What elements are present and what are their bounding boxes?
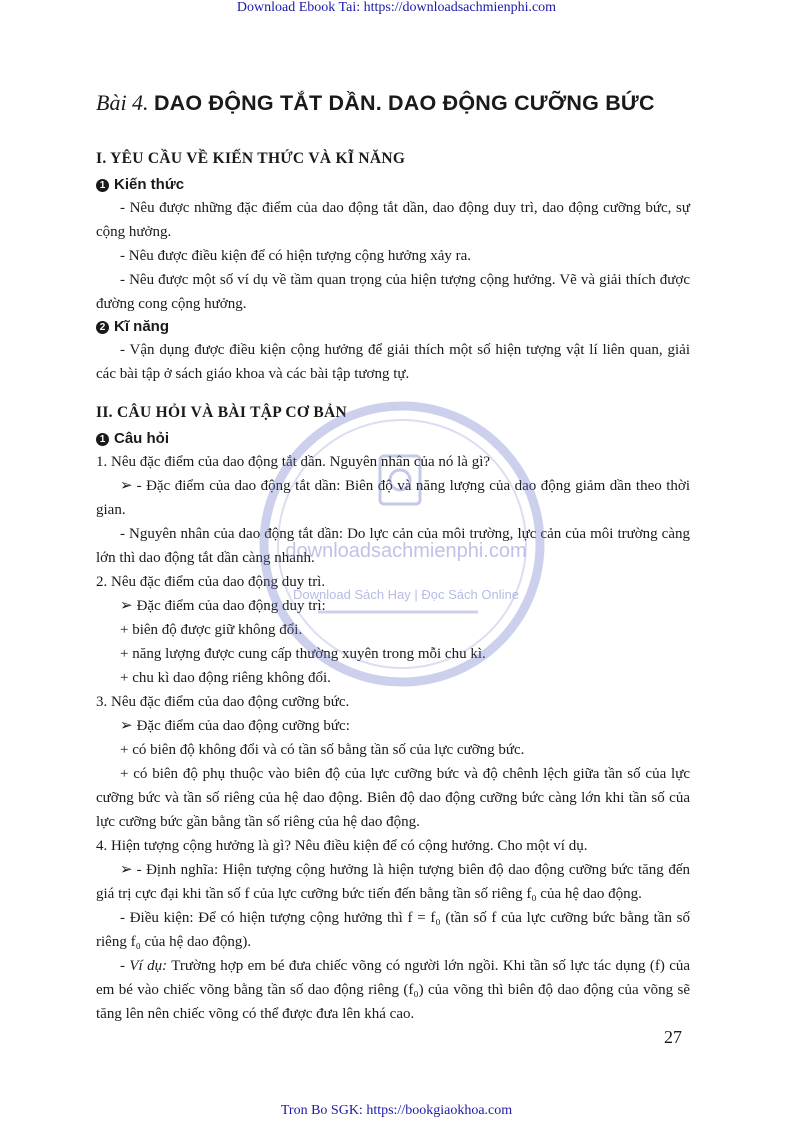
answer-4-example: - Ví dụ: Trường hợp em bé đưa chiếc võng có người lớn ngồi. Khi tần số lực tác dụng (f) của em bé vào chiếc võng bằng tần số dao động riêng (f₀) của võng thì biên độ dao động của võng sẽ tăng lên nên chiếc võng có thể được đưa lên khá cao. [96, 958, 691, 1022]
knowledge-item: - Nêu được một số ví dụ về tầm quan trọng của hiện tượng cộng hưởng. Vẽ và giải thích được đường cong cộng hưởng. [96, 272, 690, 312]
arrow-bullet-icon: ➢ [120, 478, 133, 494]
answer-1-cause: - Nguyên nhân của dao động tắt dần: Do lực cản của môi trường, lực cản của môi trường càng lớn thì dao động tắt dần càng nhanh. [96, 526, 690, 566]
answer-2-point: + năng lượng được cung cấp thường xuyên trong mỗi chu kì. [120, 646, 486, 662]
answer-3-point: + có biên độ phụ thuộc vào biên độ của lực cưỡng bức và độ chênh lệch giữa tần số của lực cưỡng bức và tần số riêng của hệ dao động. Biên độ dao động cưỡng bức càng lớn khi tần số của lực cưỡng bức gần bằng tần số riêng của hệ dao động. [96, 766, 690, 830]
questions-heading [96, 428, 690, 450]
footer-link[interactable]: Tron Bo SGK: https://bookgiaokhoa.com [280, 1103, 513, 1118]
watermark-slogan: Download Sách Hay | Đọc Sách Online [293, 587, 519, 602]
page-number: 27 [664, 1027, 682, 1047]
knowledge-heading [96, 174, 690, 196]
section-2-heading: II. CÂU HỎI VÀ BÀI TẬP CƠ BẢN [96, 404, 348, 421]
arrow-bullet-icon: ➢ [120, 598, 133, 614]
skills-heading [96, 316, 690, 338]
question-4: 4. Hiện tượng cộng hưởng là gì? Nêu điều kiện để có cộng hưởng. Cho một ví dụ. [96, 838, 588, 854]
example-label: Ví dụ: [129, 958, 168, 974]
number-bullet-icon: 2 [96, 321, 109, 334]
number-bullet-icon: 1 [96, 179, 109, 192]
question-1: 1. Nêu đặc điểm của dao động tắt dần. Nguyên nhân của nó là gì? [96, 454, 491, 470]
knowledge-item: - Nêu được điều kiện để có hiện tượng cộng hưởng xảy ra. [120, 248, 472, 264]
section-1-heading: I. YÊU CẦU VỀ KIẾN THỨC VÀ KĨ NĂNG [96, 150, 406, 167]
question-2: 2. Nêu đặc điểm của dao động duy trì. [96, 574, 326, 590]
arrow-bullet-icon: ➢ [120, 862, 133, 878]
number-bullet-icon: 1 [96, 433, 109, 446]
lesson-title [96, 88, 690, 118]
knowledge-item: - Nêu được những đặc điểm của dao động tắt dần, dao động duy trì, dao động cưỡng bức, sự cộng hưởng. [96, 200, 690, 240]
download-header-link[interactable]: Download Ebook Tai: https://downloadsachmienphi.com [236, 0, 557, 15]
answer-4-condition: - Điều kiện: Để có hiện tượng cộng hưởng thì f = f₀ (tần số f của lực cưỡng bức bằng tần số riêng f₀ của hệ dao động). [96, 910, 690, 950]
answer-1-features [96, 474, 690, 522]
answer-2-point: + chu kì dao động riêng không đổi. [120, 670, 331, 686]
answer-text: Đặc điểm của dao động cưỡng bức: [136, 718, 350, 734]
lesson-number: Bài 4. [96, 90, 149, 115]
answer-text: Trường hợp em bé đưa chiếc võng có người lớn ngồi. Khi tần số lực tác dụng (f) của em bé vào chiếc võng bằng tần số dao động riêng (f₀) của võng thì biên độ dao động của võng sẽ tăng lên nên chiếc võng có thể được đưa lên khá cao. [96, 958, 691, 1022]
answer-text: Đặc điểm của dao động duy trì: [136, 598, 326, 614]
arrow-bullet-icon: ➢ [120, 718, 133, 734]
answer-text: - Đặc điểm của dao động tắt dần: Biên độ và năng lượng của dao động giảm dần theo thời gian. [96, 478, 690, 518]
answer-text: - Định nghĩa: Hiện tượng cộng hưởng là hiện tượng biên độ dao động cưỡng bức tăng đến giá trị cực đại khi tần số f của lực cưỡng bức tiến đến bằng tần số riêng f₀ của hệ dao động. [96, 862, 690, 902]
answer-4-definition [96, 858, 690, 906]
questions-label: Câu hỏi [114, 430, 169, 447]
knowledge-label: Kiến thức [114, 176, 185, 193]
question-3: 3. Nêu đặc điểm của dao động cưỡng bức. [96, 694, 350, 710]
answer-3-intro [96, 714, 690, 738]
lesson-title-text: DAO ĐỘNG TẮT DẦN. DAO ĐỘNG CƯỠNG BỨC [153, 91, 655, 115]
answer-3-point: + có biên độ không đổi và có tần số bằng tần số của lực cưỡng bức. [120, 742, 525, 758]
skills-item: - Vận dụng được điều kiện cộng hưởng để giải thích một số hiện tượng vật lí liên quan, giải các bài tập ở sách giáo khoa và các bài tập tương tự. [96, 342, 690, 382]
answer-2-point: + biên độ được giữ không đổi. [120, 622, 303, 638]
watermark-site: downloadsachmienphi.com [285, 540, 527, 562]
skills-label: Kĩ năng [114, 318, 169, 335]
